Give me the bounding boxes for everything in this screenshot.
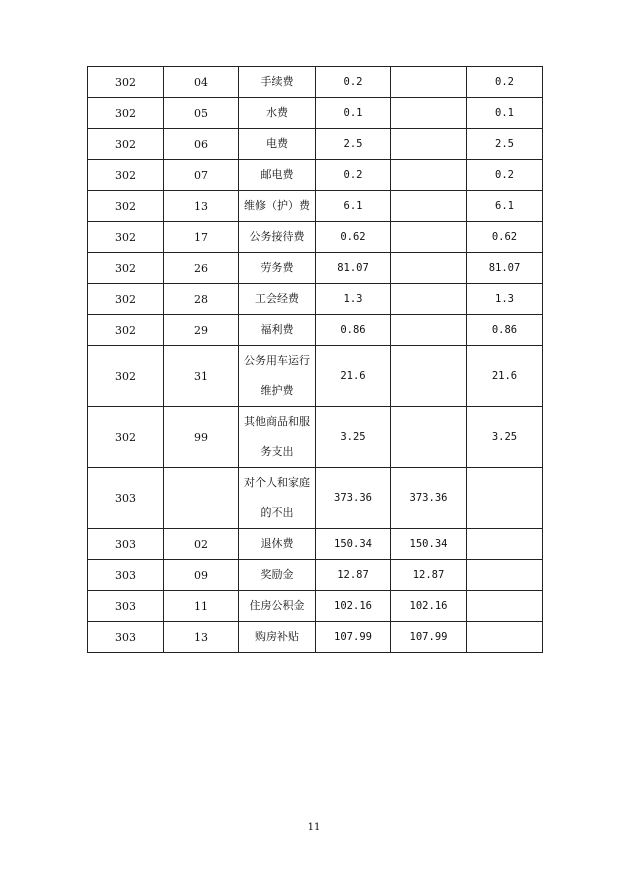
table-row: [88, 560, 543, 591]
project-cell: 1.3: [467, 284, 543, 315]
item-name-cell: 购房补贴: [239, 622, 316, 653]
table-row: [88, 407, 543, 468]
item-name-cell: 电费: [239, 129, 316, 160]
item-name-cell: 劳务费: [239, 253, 316, 284]
table-row: [88, 98, 543, 129]
project-cell: 0.86: [467, 315, 543, 346]
total-cell: 6.1: [316, 191, 391, 222]
table-row: [88, 315, 543, 346]
basic-cell: [391, 191, 467, 222]
category-code-cell: 303: [88, 591, 164, 622]
category-code-cell: 302: [88, 222, 164, 253]
total-cell: 0.86: [316, 315, 391, 346]
total-cell: 102.16: [316, 591, 391, 622]
total-cell: 0.2: [316, 67, 391, 98]
project-cell: [467, 560, 543, 591]
item-name-cell: 奖励金: [239, 560, 316, 591]
project-cell: 3.25: [467, 407, 543, 468]
category-code-cell: 302: [88, 160, 164, 191]
item-name-cell: 工会经费: [239, 284, 316, 315]
total-cell: 81.07: [316, 253, 391, 284]
basic-cell: [391, 222, 467, 253]
item-name-cell: 福利费: [239, 315, 316, 346]
basic-cell: [391, 98, 467, 129]
project-cell: 0.62: [467, 222, 543, 253]
category-code-cell: 302: [88, 253, 164, 284]
total-cell: 0.62: [316, 222, 391, 253]
basic-cell: [391, 67, 467, 98]
project-cell: [467, 468, 543, 529]
table-row: [88, 591, 543, 622]
project-cell: [467, 591, 543, 622]
category-code-cell: 302: [88, 315, 164, 346]
basic-cell: 12.87: [391, 560, 467, 591]
item-name-cell: 维修（护）费: [239, 191, 316, 222]
item-name-cell: 公务用车运行维护费: [239, 346, 316, 407]
basic-cell: 373.36: [391, 468, 467, 529]
table-row: [88, 622, 543, 653]
item-code-cell: 06: [164, 129, 239, 160]
item-code-cell: 04: [164, 67, 239, 98]
total-cell: 150.34: [316, 529, 391, 560]
table-row: [88, 284, 543, 315]
basic-cell: [391, 407, 467, 468]
item-name-cell: 公务接待费: [239, 222, 316, 253]
item-code-cell: 07: [164, 160, 239, 191]
basic-cell: [391, 253, 467, 284]
category-code-cell: 303: [88, 529, 164, 560]
category-code-cell: 303: [88, 622, 164, 653]
basic-cell: 102.16: [391, 591, 467, 622]
basic-cell: 107.99: [391, 622, 467, 653]
table-row: [88, 346, 543, 407]
item-code-cell: [164, 468, 239, 529]
project-cell: 0.2: [467, 67, 543, 98]
table-row: [88, 253, 543, 284]
item-code-cell: 13: [164, 622, 239, 653]
item-code-cell: 29: [164, 315, 239, 346]
basic-cell: [391, 129, 467, 160]
category-code-cell: 302: [88, 191, 164, 222]
item-code-cell: 02: [164, 529, 239, 560]
basic-cell: [391, 315, 467, 346]
item-name-cell: 退休费: [239, 529, 316, 560]
item-name-cell: 住房公积金: [239, 591, 316, 622]
item-code-cell: 26: [164, 253, 239, 284]
category-code-cell: 302: [88, 98, 164, 129]
project-cell: 0.2: [467, 160, 543, 191]
project-cell: 2.5: [467, 129, 543, 160]
item-code-cell: 05: [164, 98, 239, 129]
project-cell: 0.1: [467, 98, 543, 129]
project-cell: 81.07: [467, 253, 543, 284]
table-row: [88, 129, 543, 160]
basic-cell: [391, 346, 467, 407]
basic-cell: [391, 284, 467, 315]
expenditure-table-body: [88, 67, 543, 653]
total-cell: 107.99: [316, 622, 391, 653]
basic-cell: 150.34: [391, 529, 467, 560]
category-code-cell: 302: [88, 67, 164, 98]
total-cell: 0.1: [316, 98, 391, 129]
category-code-cell: 302: [88, 346, 164, 407]
item-code-cell: 28: [164, 284, 239, 315]
total-cell: 3.25: [316, 407, 391, 468]
table-row: [88, 160, 543, 191]
total-cell: 2.5: [316, 129, 391, 160]
item-name-cell: 对个人和家庭的不出: [239, 468, 316, 529]
table-row: [88, 191, 543, 222]
page-number: 11: [307, 822, 321, 833]
total-cell: 12.87: [316, 560, 391, 591]
category-code-cell: 302: [88, 284, 164, 315]
total-cell: 1.3: [316, 284, 391, 315]
item-name-cell: 邮电费: [239, 160, 316, 191]
total-cell: 0.2: [316, 160, 391, 191]
category-code-cell: 303: [88, 560, 164, 591]
item-code-cell: 09: [164, 560, 239, 591]
table-row: [88, 222, 543, 253]
project-cell: [467, 622, 543, 653]
table-row: [88, 67, 543, 98]
basic-cell: [391, 160, 467, 191]
category-code-cell: 302: [88, 407, 164, 468]
category-code-cell: 302: [88, 129, 164, 160]
expenditure-table: [87, 66, 543, 653]
total-cell: 373.36: [316, 468, 391, 529]
project-cell: 21.6: [467, 346, 543, 407]
item-code-cell: 11: [164, 591, 239, 622]
table-row: [88, 529, 543, 560]
total-cell: 21.6: [316, 346, 391, 407]
item-name-cell: 水费: [239, 98, 316, 129]
item-code-cell: 13: [164, 191, 239, 222]
category-code-cell: 303: [88, 468, 164, 529]
item-code-cell: 17: [164, 222, 239, 253]
item-name-cell: 手续费: [239, 67, 316, 98]
table-row: [88, 468, 543, 529]
item-name-cell: 其他商品和服务支出: [239, 407, 316, 468]
item-code-cell: 31: [164, 346, 239, 407]
item-code-cell: 99: [164, 407, 239, 468]
project-cell: [467, 529, 543, 560]
project-cell: 6.1: [467, 191, 543, 222]
